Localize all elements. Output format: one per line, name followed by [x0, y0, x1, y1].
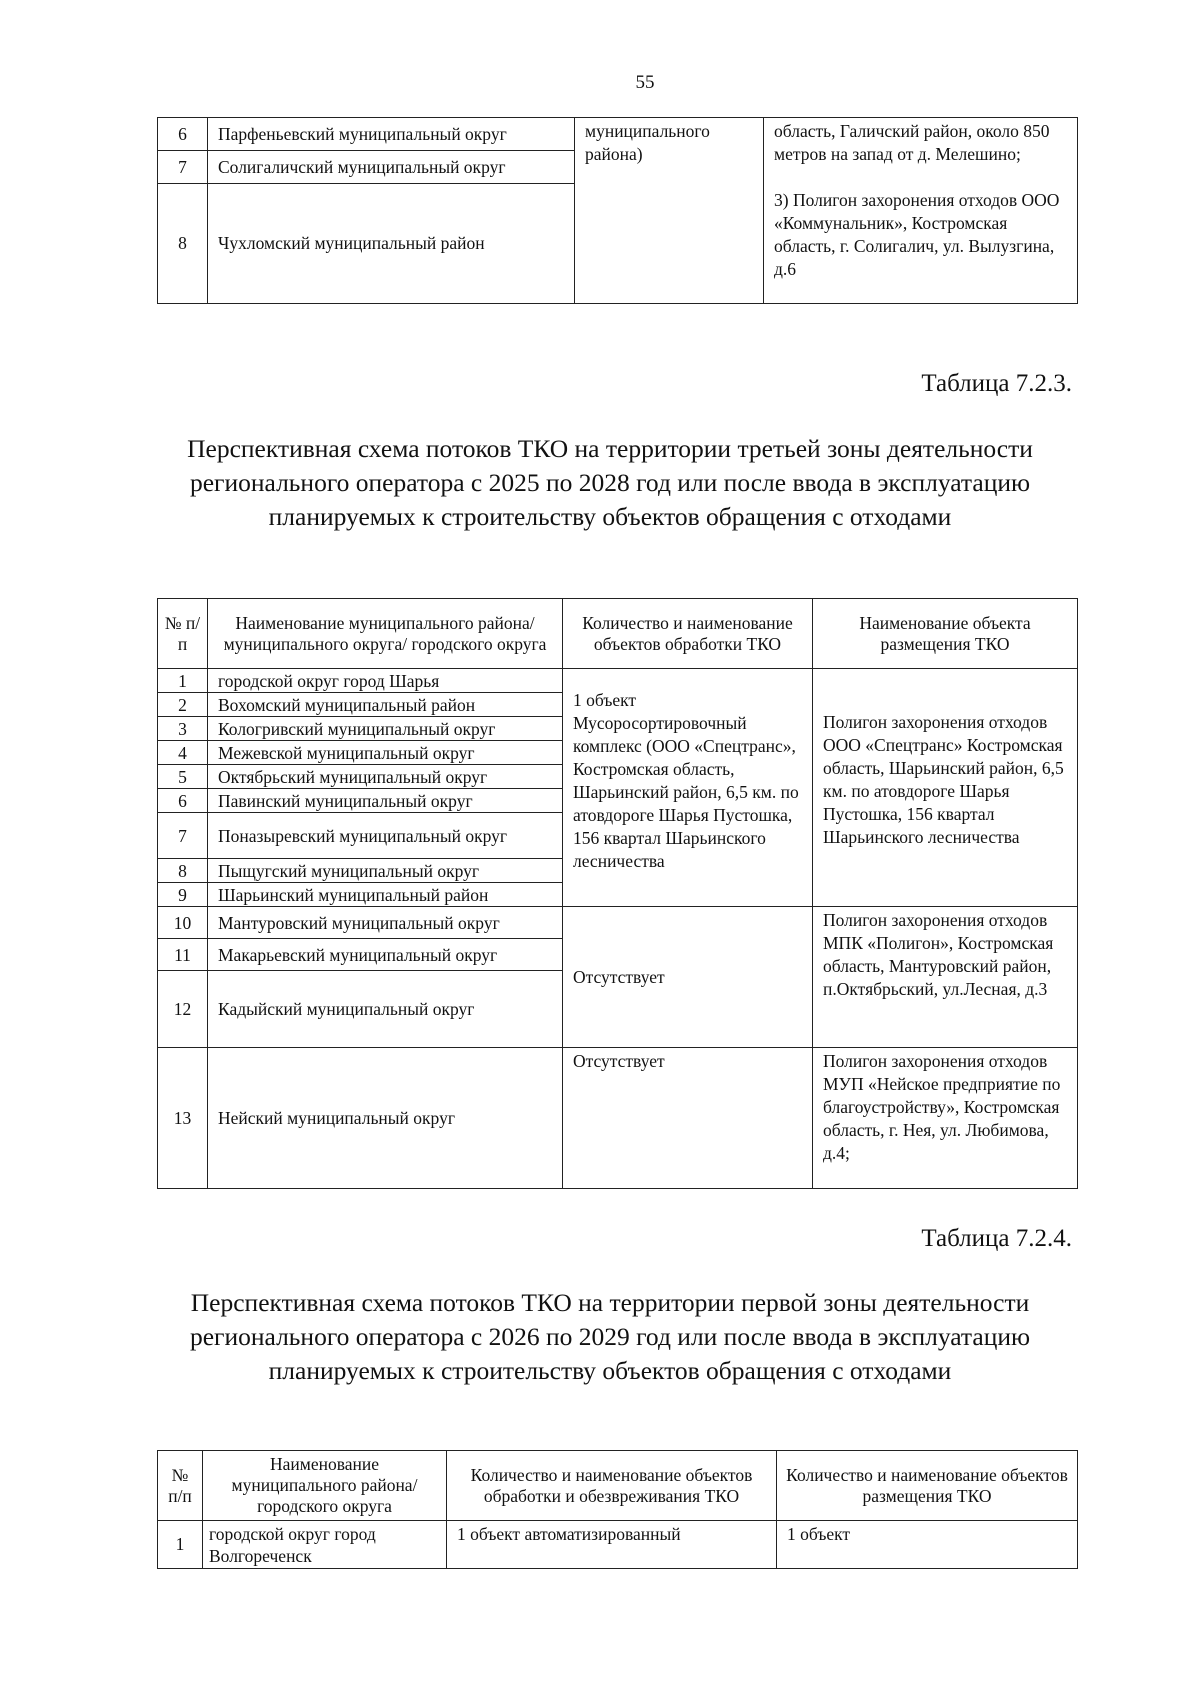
processing-cell: муниципального района) [575, 118, 764, 304]
row-number: 11 [158, 939, 208, 971]
placement-cell: Полигон захоронения отходов ООО «Спецтранс» Костромская область, Шарьинский район, 6,5 км. по атовдороге Шарья Пустошка, 156 квартал Шарьинского лесничества [813, 669, 1078, 907]
row-number: 6 [158, 118, 208, 151]
municipality-name: Павинский муниципальный округ [208, 789, 563, 813]
row-number: 4 [158, 741, 208, 765]
municipality-name: Поназыревский муниципальный округ [208, 813, 563, 859]
table-723 [157, 598, 1078, 1189]
municipality-name: Солигаличский муниципальный округ [208, 151, 575, 184]
continued-table [157, 117, 1078, 304]
table-724 [157, 1450, 1078, 1569]
placement-cell: Полигон захоронения отходов МУП «Нейское предприятие по благоустройству», Костромская область, г. Нея, ул. Любимова, д.4; [813, 1048, 1078, 1189]
header-processing: Количество и наименование объектов обработки и обезвреживания ТКО [447, 1451, 777, 1521]
processing-cell: 1 объект автоматизированный [447, 1521, 777, 1569]
municipality-name: Шарьинский муниципальный район [208, 883, 563, 907]
row-number: 6 [158, 789, 208, 813]
row-number: 1 [158, 669, 208, 693]
municipality-name: Пыщугский муниципальный округ [208, 859, 563, 883]
processing-cell: Отсутствует [563, 907, 813, 1048]
municipality-name: Вохомский муниципальный район [208, 693, 563, 717]
table-row [158, 669, 1078, 693]
row-number: 1 [158, 1521, 203, 1569]
table-row [158, 118, 1078, 151]
header-number: № п/п [158, 599, 208, 669]
header-number: № п/п [158, 1451, 203, 1521]
header-processing: Количество и наименование объектов обработки ТКО [563, 599, 813, 669]
header-municipality: Наименование муниципального района/ городского округа [203, 1451, 447, 1521]
header-municipality: Наименование муниципального района/муниципального округа/ городского округа [208, 599, 563, 669]
municipality-name: Межевской муниципальный округ [208, 741, 563, 765]
row-number: 12 [158, 971, 208, 1048]
processing-cell: Отсутствует [563, 1048, 813, 1189]
table-header-row [158, 1451, 1078, 1521]
municipality-name: Парфеньевский муниципальный округ [208, 118, 575, 151]
placement-cell: Полигон захоронения отходов МПК «Полигон», Костромская область, Мантуровский район, п.Октябрьский, ул.Лесная, д.3 [813, 907, 1078, 1048]
municipality-name: Кологривский муниципальный округ [208, 717, 563, 741]
table-title-723: Перспективная схема потоков ТКО на территории третьей зоны деятельности регионального оператора с 2025 по 2028 год или после ввода в эксплуатацию планируемых к строительству объектов обращения с отходами [187, 434, 1033, 531]
row-number: 8 [158, 184, 208, 304]
table-row [158, 907, 1078, 939]
table-header-row [158, 599, 1078, 669]
row-number: 7 [158, 151, 208, 184]
row-number: 3 [158, 717, 208, 741]
row-number: 7 [158, 813, 208, 859]
row-number: 9 [158, 883, 208, 907]
table-caption-723: Таблица 7.2.3. [921, 370, 1072, 397]
row-number: 8 [158, 859, 208, 883]
row-number: 10 [158, 907, 208, 939]
header-placement: Наименование объекта размещения ТКО [813, 599, 1078, 669]
municipality-name: Макарьевский муниципальный округ [208, 939, 563, 971]
municipality-name: городской округ город Шарья [208, 669, 563, 693]
placement-cell: область, Галичский район, около 850 метров на запад от д. Мелешино; 3) Полигон захоронения отходов ООО «Коммунальник», Костромская область, г. Солигалич, ул. Вылузгина, д.6 [764, 118, 1078, 304]
table-row [158, 1048, 1078, 1189]
row-number: 2 [158, 693, 208, 717]
row-number: 13 [158, 1048, 208, 1189]
row-number: 5 [158, 765, 208, 789]
table-row [158, 1521, 1078, 1569]
placement-cell: 1 объект [777, 1521, 1078, 1569]
page-number: 55 [635, 72, 655, 93]
municipality-name: Октябрьский муниципальный округ [208, 765, 563, 789]
processing-cell: 1 объект Мусоросортировочный комплекс (ООО «Спецтранс», Костромская область, Шарьинский район, 6,5 км. по атовдороге Шарья Пустошка, 156 квартал Шарьинского лесничества [563, 669, 813, 907]
municipality-name: Нейский муниципальный округ [208, 1048, 563, 1189]
table-title-724: Перспективная схема потоков ТКО на территории первой зоны деятельности регионального оператора с 2026 по 2029 год или после ввода в эксплуатацию планируемых к строительству объектов обращения с отходами [189, 1288, 1031, 1385]
table-caption-724: Таблица 7.2.4. [921, 1225, 1072, 1252]
municipality-name: Мантуровский муниципальный округ [208, 907, 563, 939]
municipality-name: Чухломский муниципальный район [208, 184, 575, 304]
municipality-name: городской округ город Волгореченск [203, 1521, 447, 1569]
header-placement: Количество и наименование объектов размещения ТКО [777, 1451, 1078, 1521]
municipality-name: Кадыйский муниципальный округ [208, 971, 563, 1048]
